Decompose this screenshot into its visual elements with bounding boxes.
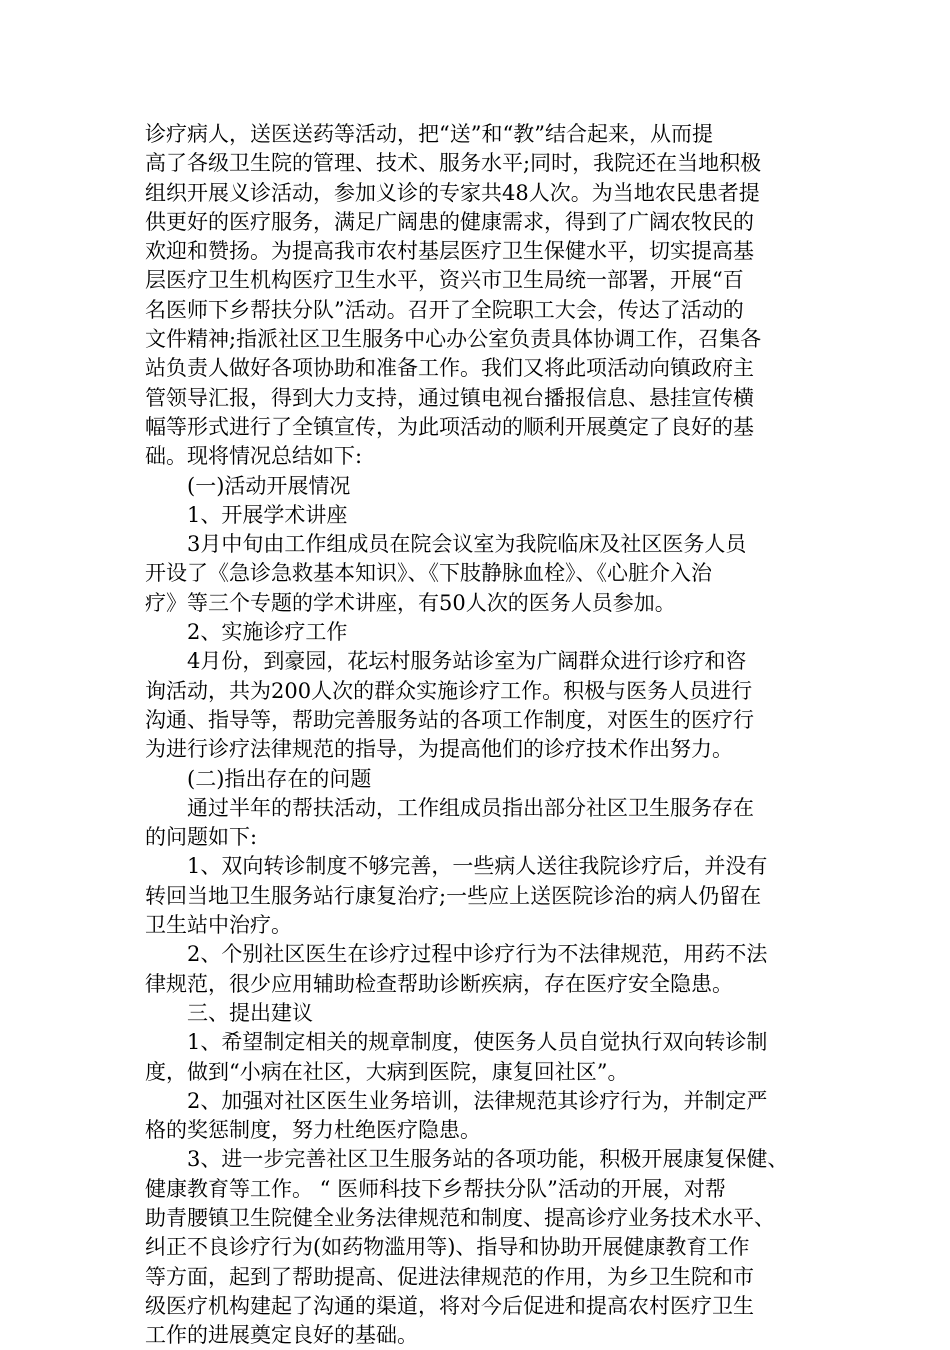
text-line: 础。现将情况总结如下:	[145, 444, 363, 469]
text-line: 欢迎和赞扬。为提高我市农村基层医疗卫生保健水平，切实提高基	[145, 239, 754, 264]
text-line: 2、加强对社区医生业务培训，法律规范其诊疗行为，并制定严	[187, 1088, 768, 1113]
text-line: 助青腰镇卫生院健全业务法律规范和制度、提高诊疗业务技术水平、	[145, 1205, 775, 1230]
text-line: 为进行诊疗法律规范的指导，为提高他们的诊疗技术作出努力。	[145, 737, 733, 762]
text-line: 律规范，很少应用辅助检查帮助诊断疾病，存在医疗安全隐患。	[145, 971, 733, 996]
text-line: 等方面，起到了帮助提高、促进法律规范的作用，为乡卫生院和市	[145, 1264, 754, 1289]
text-line: 纠正不良诊疗行为(如药物滥用等)、指导和协助开展健康教育工作	[145, 1235, 750, 1260]
text-line: 度，做到“小病在社区，大病到医院，康复回社区”。	[145, 1059, 629, 1084]
text-line: 名医师下乡帮扶分队”活动。召开了全院职工大会，传达了活动的	[145, 297, 744, 322]
text-line: 开设了《急诊急救基本知识》、《下肢静脉血栓》、《心脏介入治	[145, 561, 712, 586]
text-line: 2、实施诊疗工作	[187, 620, 348, 645]
text-line: 3月中旬由工作组成员在院会议室为我院临床及社区医务人员	[187, 532, 747, 557]
text-line: 转回当地卫生服务站行康复治疗;一些应上送医院诊治的病人仍留在	[145, 883, 762, 908]
text-line: 格的奖惩制度，努力杜绝医疗隐患。	[145, 1118, 481, 1143]
text-line: 2、个别社区医生在诊疗过程中诊疗行为不法律规范，用药不法	[187, 942, 768, 967]
text-line: 级医疗机构建起了沟通的渠道，将对今后促进和提高农村医疗卫生	[145, 1293, 754, 1318]
text-line: 疗》等三个专题的学术讲座，有50人次的医务人员参加。	[145, 590, 676, 615]
text-line: 层医疗卫生机构医疗卫生水平，资兴市卫生局统一部署，开展“百	[145, 268, 744, 293]
text-line: 诊疗病人，送医送药等活动，把“送”和“教”结合起来，从而提	[145, 122, 713, 146]
text-line: 组织开展义诊活动，参加义诊的专家共48人次。为当地农民患者提	[145, 180, 760, 205]
text-line: 3、进一步完善社区卫生服务站的各项功能，积极开展康复保健、	[187, 1147, 789, 1172]
text-line: 4月份，到豪园，花坛村服务站诊室为广阔群众进行诊疗和咨	[187, 649, 747, 674]
text-line: 1、开展学术讲座	[187, 502, 348, 527]
text-line: 管领导汇报，得到大力支持，通过镇电视台播报信息、悬挂宣传横	[145, 385, 754, 410]
text-line: 健康教育等工作。 “ 医师科技下乡帮扶分队”活动的开展，对帮	[145, 1176, 726, 1201]
text-line: 高了各级卫生院的管理、技术、服务水平;同时，我院还在当地积极	[145, 151, 762, 176]
text-line: 1、希望制定相关的规章制度，使医务人员自觉执行双向转诊制	[187, 1030, 768, 1055]
text-line: 1、双向转诊制度不够完善，一些病人送往我院诊疗后，并没有	[187, 854, 768, 879]
text-line: 卫生站中治疗。	[145, 913, 292, 938]
text-line: 工作的进展奠定良好的基础。	[145, 1323, 418, 1348]
document-page	[145, 120, 815, 1350]
text-line: 三、提出建议	[187, 1000, 313, 1025]
text-line: 站负责人做好各项协助和准备工作。我们又将此项活动向镇政府主	[145, 356, 754, 381]
text-line: 沟通、指导等，帮助完善服务站的各项工作制度，对医生的医疗行	[145, 707, 754, 732]
text-line: 询活动，共为200人次的群众实施诊疗工作。积极与医务人员进行	[145, 678, 753, 703]
text-line: (一)活动开展情况	[187, 473, 351, 498]
text-line: (二)指出存在的问题	[187, 766, 372, 791]
text-line: 供更好的医疗服务，满足广阔患的健康需求，得到了广阔农牧民的	[145, 209, 754, 234]
text-line: 幅等形式进行了全镇宣传，为此项活动的顺利开展奠定了良好的基	[145, 414, 754, 439]
text-line: 文件精神;指派社区卫生服务中心办公室负责具体协调工作，召集各	[145, 327, 762, 352]
text-line: 通过半年的帮扶活动，工作组成员指出部分社区卫生服务存在	[187, 795, 754, 820]
text-line: 的问题如下:	[145, 825, 258, 850]
